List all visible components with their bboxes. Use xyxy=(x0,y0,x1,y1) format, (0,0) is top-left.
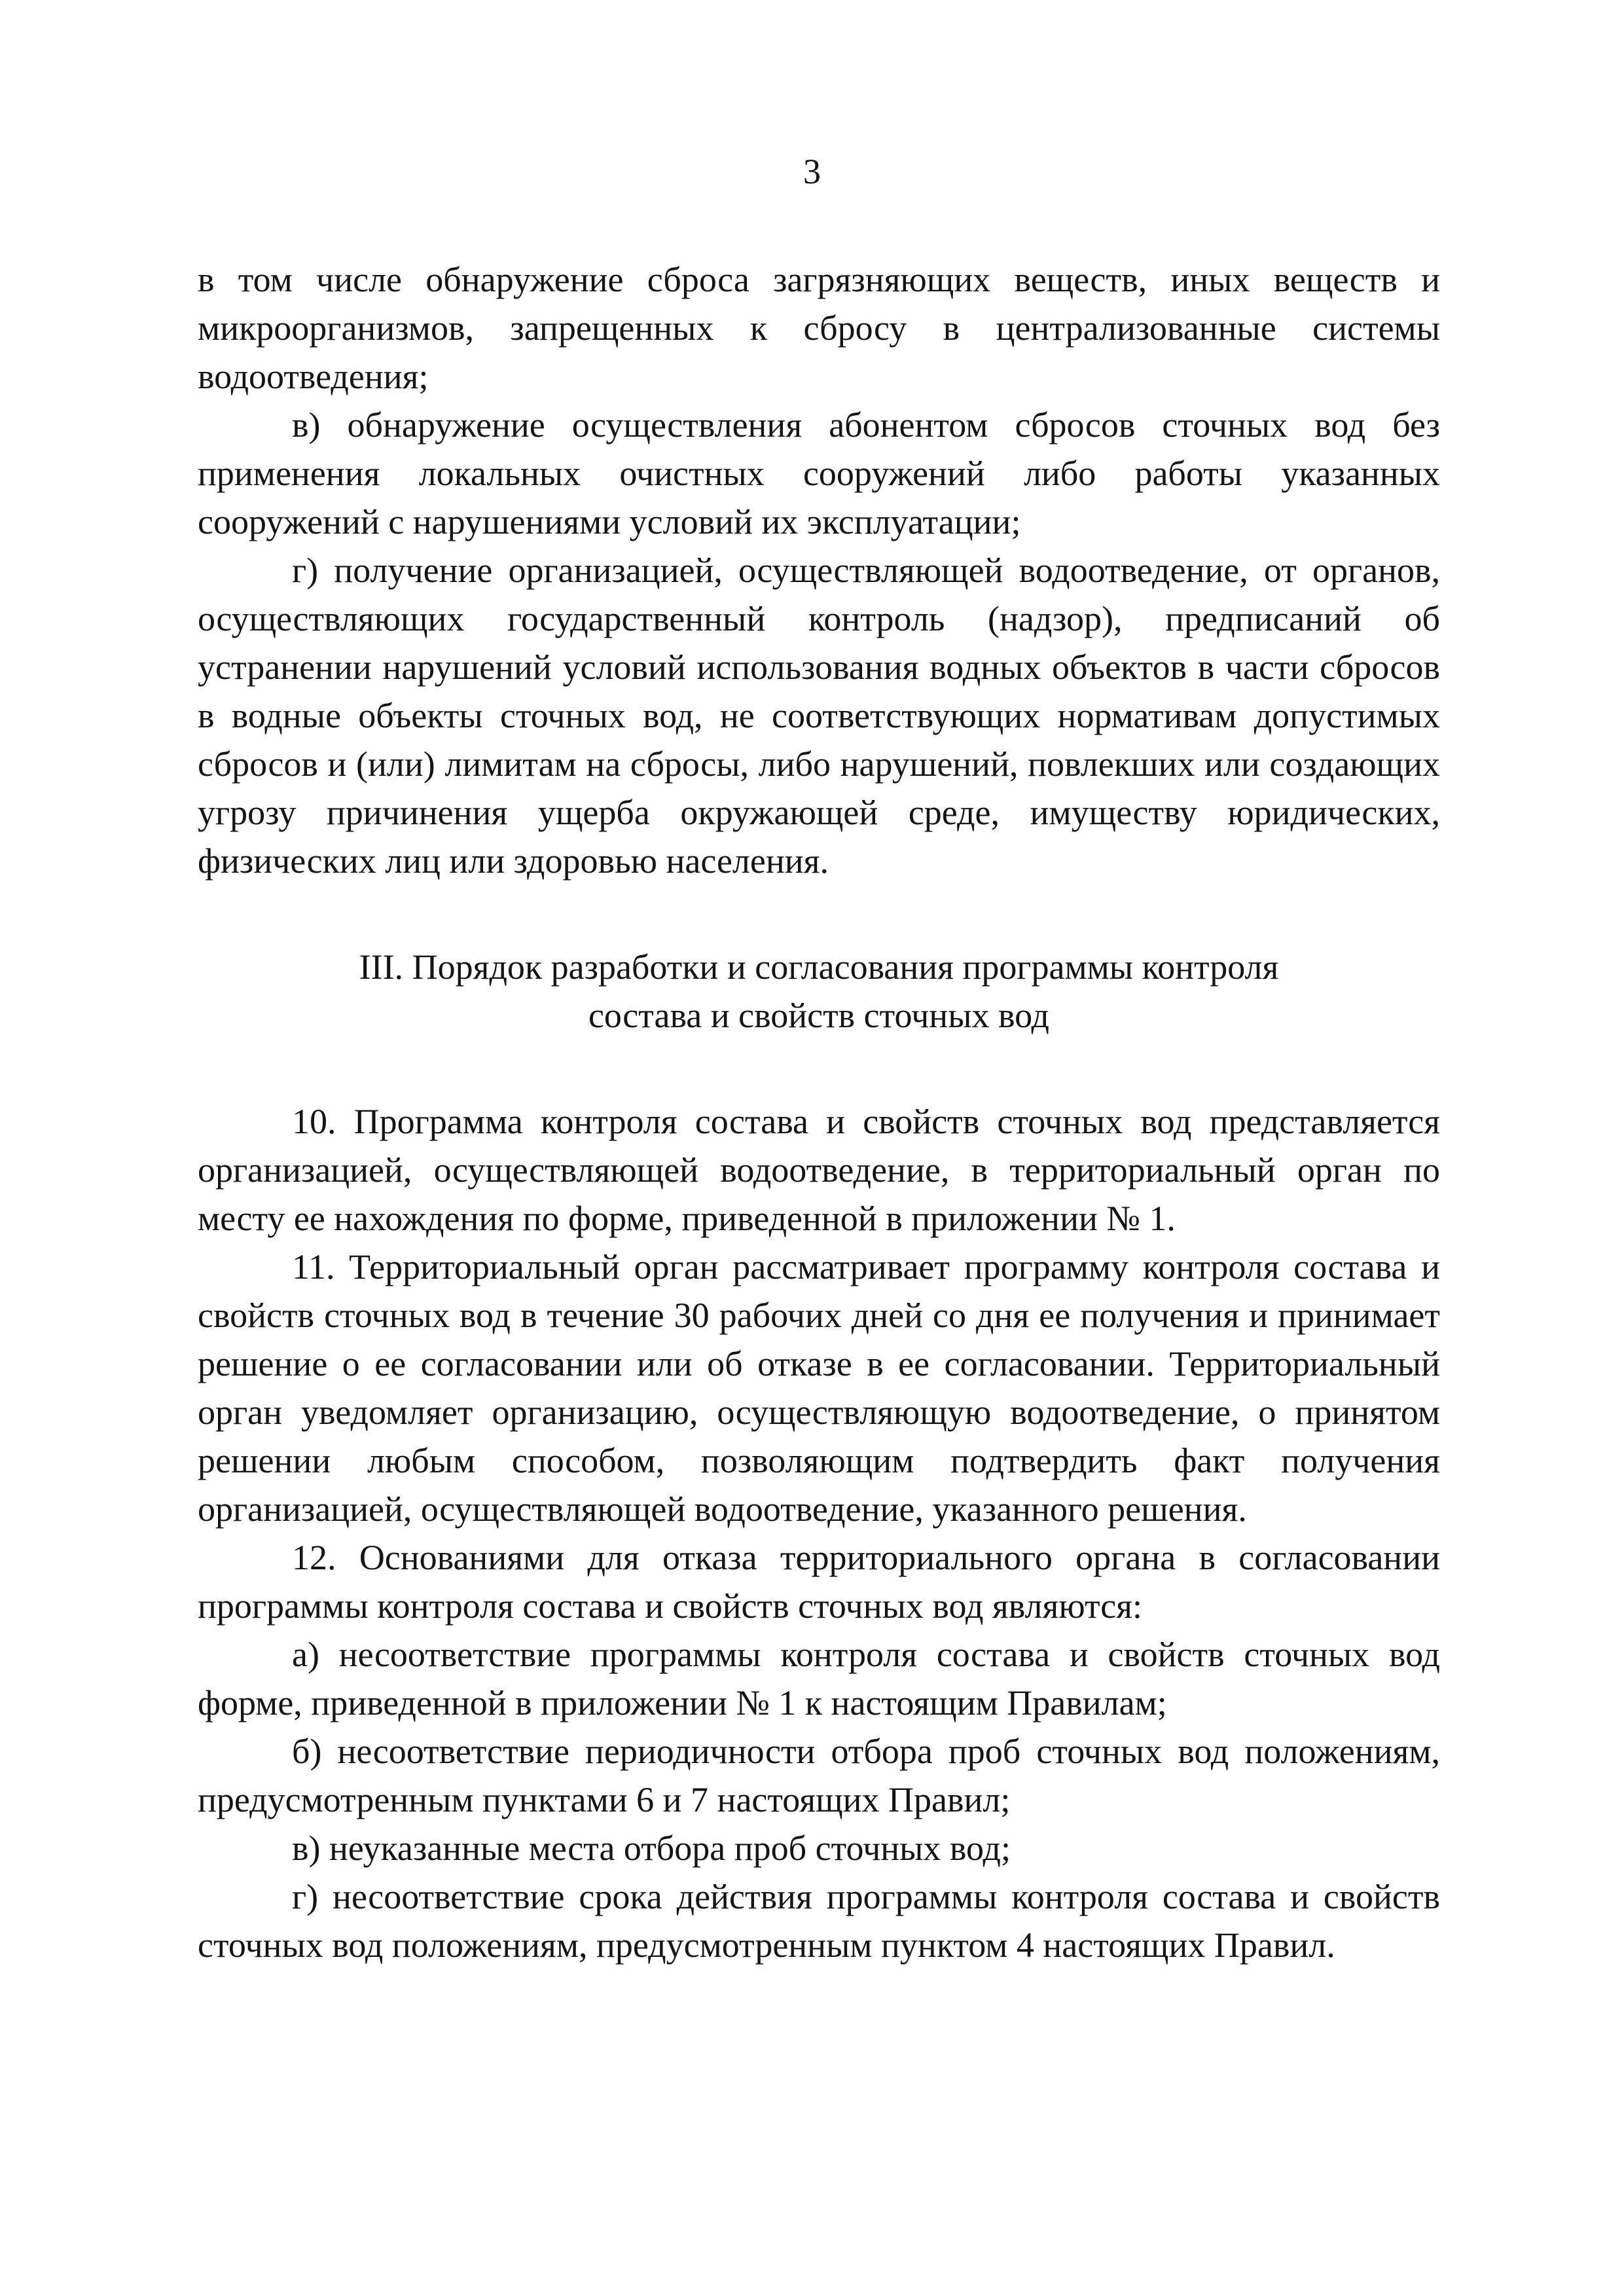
paragraph-12-item-v: в) неуказанные места отбора проб сточных вод; xyxy=(292,1829,1011,1868)
paragraph-item-g: г) получение организацией, осуществляющей водоотведение, от органов, осуществляющих государственный контроль (надзор), предписаний об устранении нарушений условий использования водных объектов в части сбросов в водные объекты сточных вод, не соответствующих нормативам допустимых сбросов и (или) лимитам на сбросы, либо нарушений, повлекших или создающих угрозу причинения ущерба окружающей среде, имуществу юридических, физических лиц или здоровью населения. xyxy=(198,551,1440,881)
section-heading-line-1: III. Порядок разработки и согласования программы контроля xyxy=(359,947,1279,987)
paragraph-12-item-b: б) несоответствие периодичности отбора проб сточных вод положениям, предусмотренным пунктами 6 и 7 настоящих Правил; xyxy=(198,1732,1440,1819)
page-number: 3 xyxy=(803,152,821,191)
paragraph-12-item-g: г) несоответствие срока действия программы контроля состава и свойств сточных вод положениям, предусмотренным пунктом 4 настоящих Правил. xyxy=(198,1877,1440,1965)
paragraph-item-v: в) обнаружение осуществления абонентом сбросов сточных вод без применения локальных очистных сооружений либо работы указанных сооружений с нарушениями условий их эксплуатации; xyxy=(198,405,1440,541)
paragraph-12: 12. Основаниями для отказа территориального органа в согласовании программы контроля состава и свойств сточных вод являются: xyxy=(198,1538,1440,1626)
paragraph-10: 10. Программа контроля состава и свойств сточных вод представляется организацией, осуществляющей водоотведение, в территориальный орган по месту ее нахождения по форме, приведенной в приложении № 1. xyxy=(198,1102,1440,1238)
paragraph-11: 11. Территориальный орган рассматривает программу контроля состава и свойств сточных вод в течение 30 рабочих дней со дня ее получения и принимает решение о ее согласовании или об отказе в ее согласовании. Территориальный орган уведомляет организацию, осуществляющую водоотведение, о принятом решении любым способом, позволяющим подтвердить факт получения организацией, осуществляющей водоотведение, указанного решения. xyxy=(198,1247,1440,1529)
section-heading xyxy=(198,943,1440,1040)
paragraph-12-item-a: а) несоответствие программы контроля состава и свойств сточных вод форме, приведенной в приложении № 1 к настоящим Правилам; xyxy=(198,1635,1440,1722)
paragraph-continuation: в том числе обнаружение сброса загрязняющих веществ, иных веществ и микроорганизмов, запрещенных к сбросу в централизованные системы водоотведения; xyxy=(198,260,1440,396)
section-heading-line-2: состава и свойств сточных вод xyxy=(588,996,1050,1035)
document-body xyxy=(198,255,1440,1969)
